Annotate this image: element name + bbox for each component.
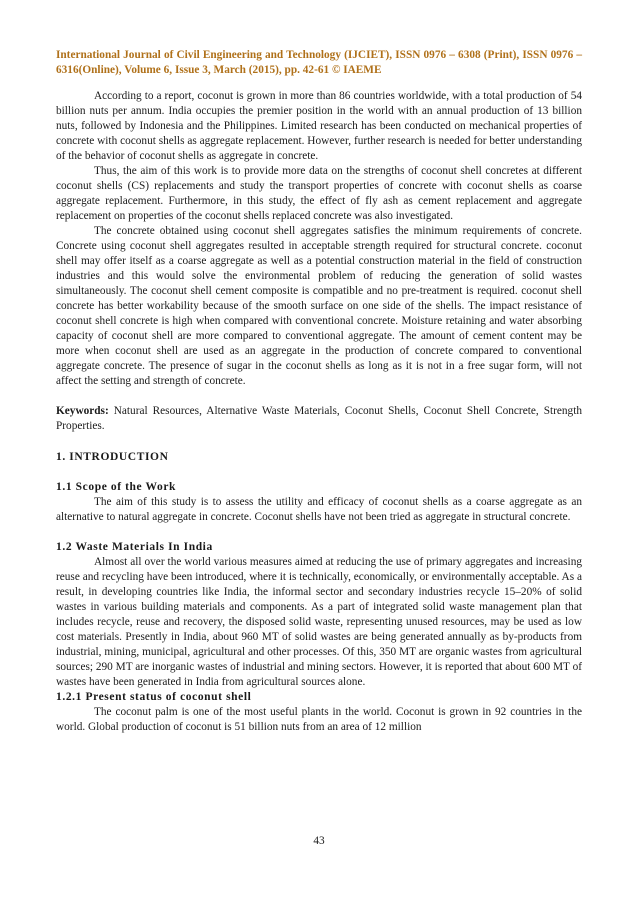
waste-materials-paragraph: Almost all over the world various measures aimed at reducing the use of primary aggregates and increasing reuse and recycling have been introduced, where it is technically, economically, or environmentally acceptable. As a result, in developing countries like India, the informal sector and secondary industries recycle 15–20% of solid wastes in various building materials and components. As a part of integrated solid waste management plan that includes recycle, reuse and recovery, the disposed solid waste, representing unused resources, may be used as low cost materials. Presently in India, about 960 MT of solid wastes are being generated annually as by-products from industrial, mining, municipal, agricultural and other processes. Of this, 350 MT are organic wastes from agricultural sources; 290 MT are inorganic wastes of industrial and mining sectors. However, it is reported that about 600 MT of wastes have been generated in India from agricultural sources alone. — [56, 556, 582, 688]
scope-paragraph: The aim of this study is to assess the utility and efficacy of coconut shells as a coarse aggregate as an alternative to natural aggregate in concrete. Coconut shells have not been tried as aggregate in structural concrete. — [56, 496, 582, 523]
section-heading-scope: 1.1 Scope of the Work — [56, 481, 177, 493]
journal-header: International Journal of Civil Engineering and Technology (IJCIET), ISSN 0976 – 6308 (Print), ISSN 0976 – 6316(Online), Volume 6, Issue 3, March (2015), pp. 42-61 © IAEME — [56, 49, 582, 76]
keywords-label: Keywords: — [56, 405, 109, 417]
intro-paragraph-3: The concrete obtained using coconut shell aggregates satisfies the minimum requirements of concrete. Concrete using coconut shell aggregates resulted in acceptable strength required for structural concrete. coconut shell may offer itself as a coarse aggregate as well as a potential construction material in the field of construction industries and this would solve the environmental problem of reducing the generation of solid wastes simultaneously. The coconut shell cement composite is compatible and no pre-treatment is required. coconut shell concrete has better workability because of the smooth surface on one side of the shells. The impact resistance of coconut shell concrete is high when compared with conventional concrete. Moisture retaining and water absorbing capacity of coconut shell are more compared to conventional aggregate. The amount of cement content may be more when coconut shell are used as an aggregate in the production of concrete compared to conventional aggregate concrete. The presence of sugar in the coconut shells as long as it is not in a free sugar form, will not affect the setting and strength of concrete. — [56, 225, 582, 387]
section-heading-present-status: 1.2.1 Present status of coconut shell — [56, 691, 252, 703]
intro-paragraph-1: According to a report, coconut is grown in more than 86 countries worldwide, with a total production of 54 billion nuts per annum. India occupies the premier position in the world with an annual production of 13 billion nuts, followed by Indonesia and the Philippines. Limited research has been conducted on mechanical properties of concrete with coconut shells as aggregate replacement. However, further research is needed for better understanding of the behavior of coconut shells as aggregate in concrete. — [56, 90, 582, 162]
section-heading-introduction: 1. INTRODUCTION — [56, 451, 169, 463]
present-status-paragraph: The coconut palm is one of the most useful plants in the world. Coconut is grown in 92 countries in the world. Global production of coconut is 51 billion nuts from an area of 12 million — [56, 706, 582, 733]
paper-page — [56, 48, 582, 735]
section-heading-waste-materials: 1.2 Waste Materials In India — [56, 541, 213, 553]
intro-paragraph-2: Thus, the aim of this work is to provide more data on the strengths of coconut shell concretes at different coconut shells (CS) replacements and study the transport properties of concrete with coconut shells as coarse aggregate replacement. Furthermore, in this study, the effect of fly ash as cement replacement and aggregate replacement on properties of the coconut shells replaced concrete was also investigated. — [56, 165, 582, 222]
keywords-text: Natural Resources, Alternative Waste Materials, Coconut Shells, Coconut Shell Concrete, Strength Properties. — [56, 405, 582, 432]
page-number: 43 — [313, 835, 325, 847]
keywords-paragraph — [56, 404, 582, 434]
